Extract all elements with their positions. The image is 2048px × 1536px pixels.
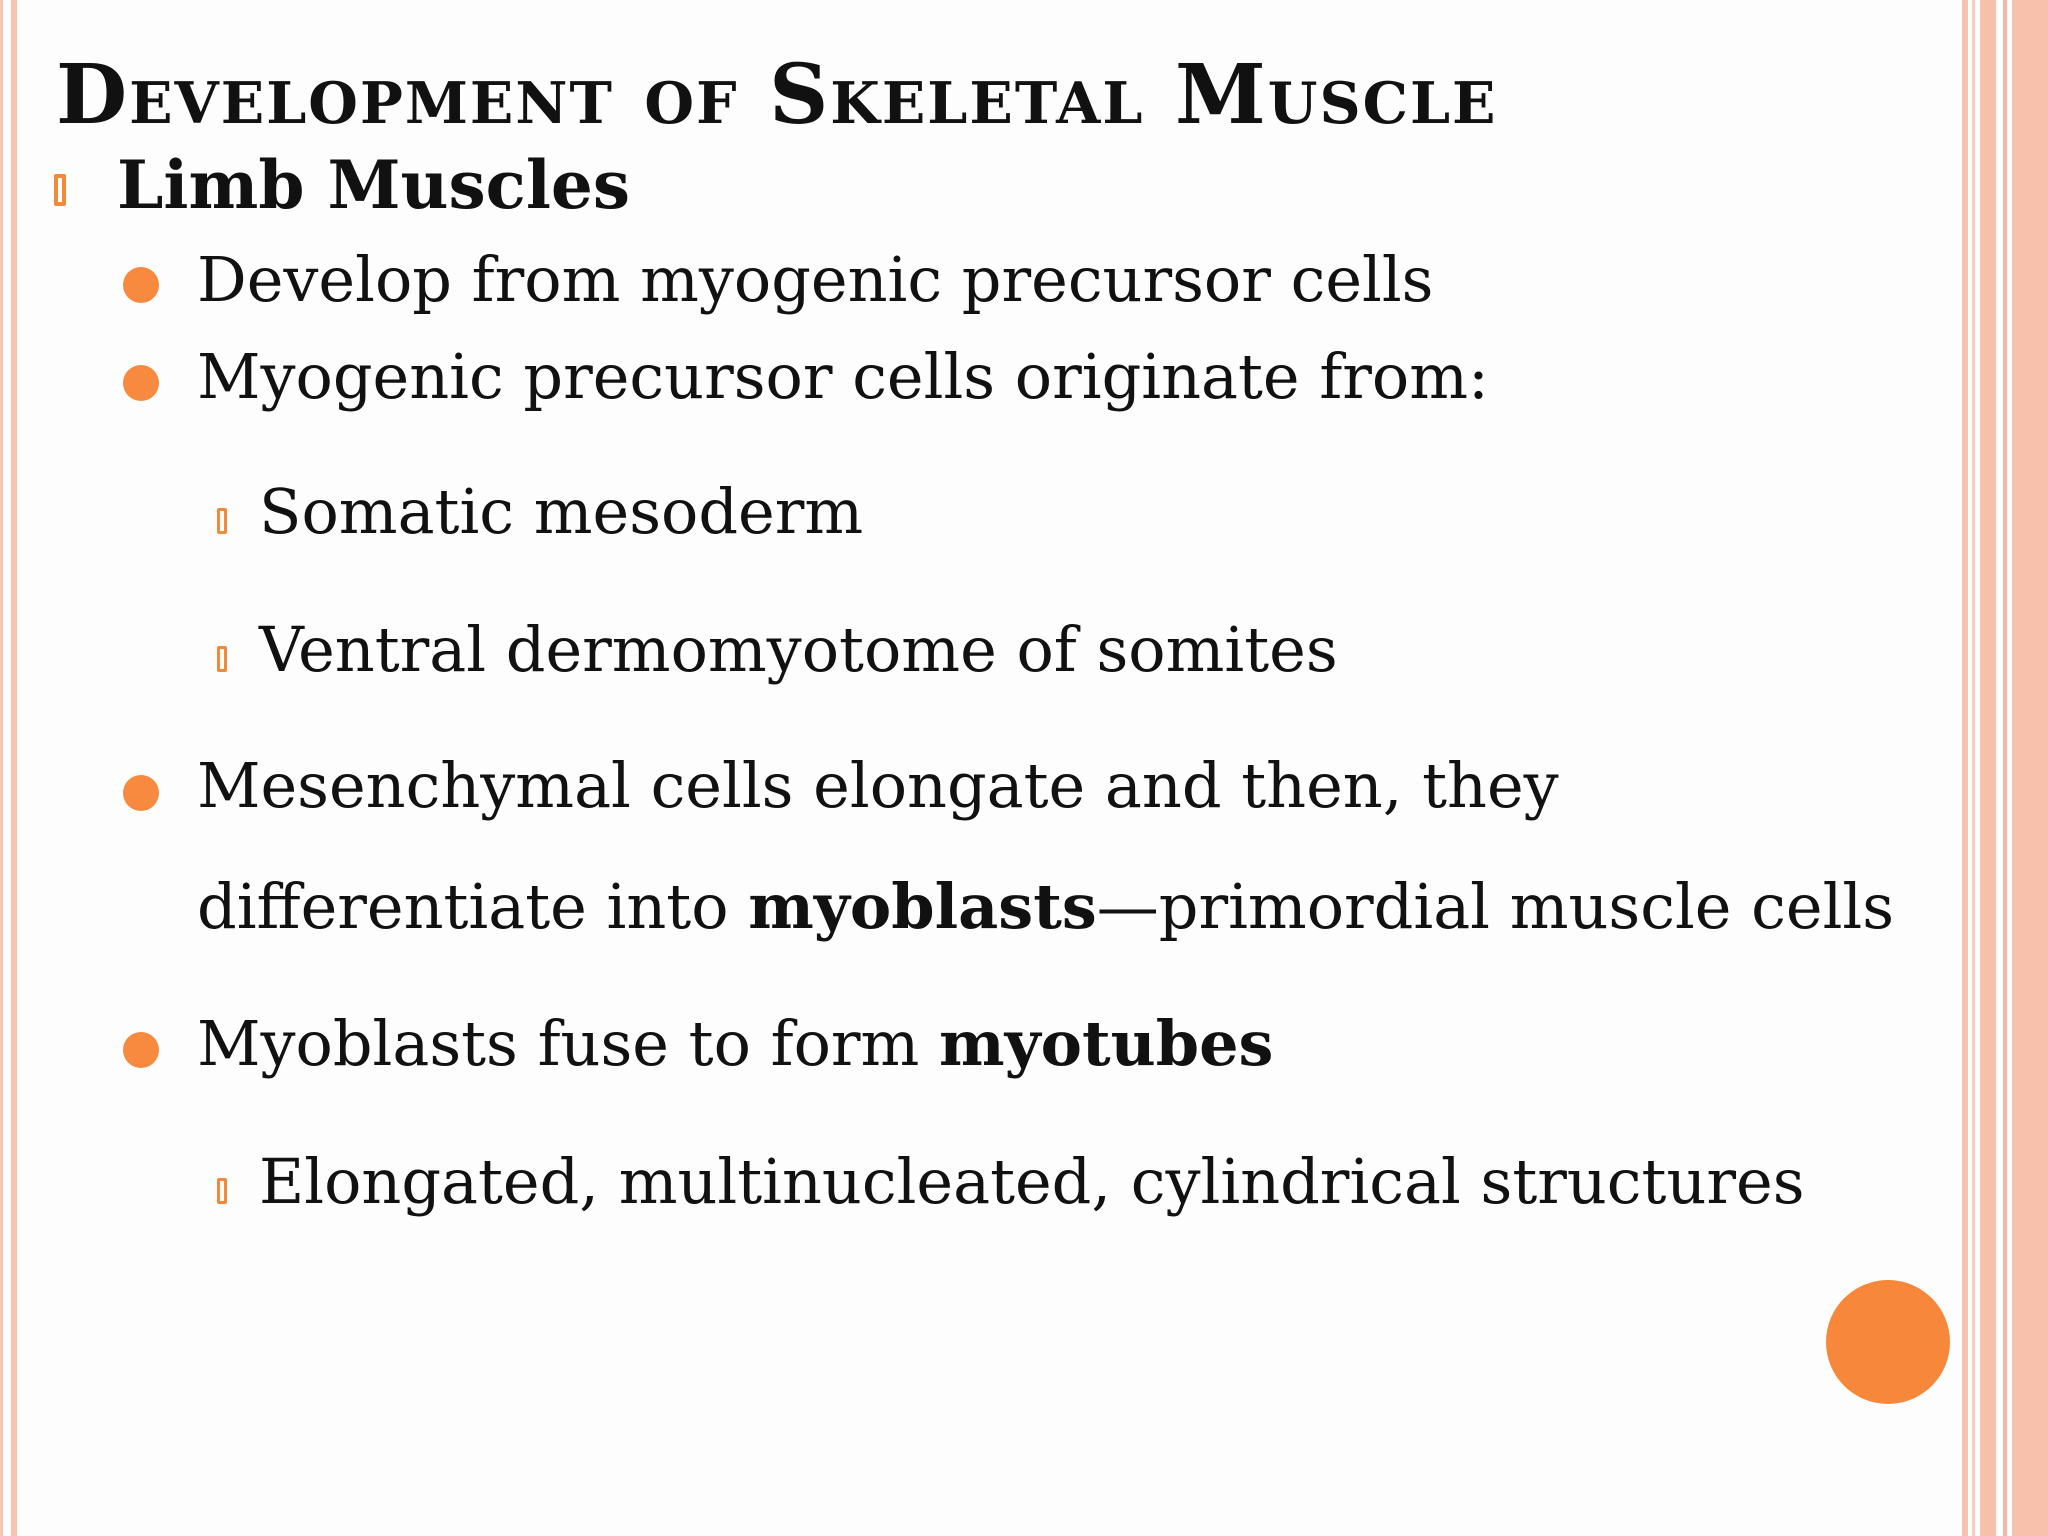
bullet-text-segment: Myoblasts fuse to form (197, 1007, 940, 1080)
term-myotubes: myotubes (939, 1007, 1274, 1080)
hollow-small-rect-bullet-icon (217, 508, 227, 534)
term-myoblasts: myoblasts (748, 870, 1097, 943)
left-border-stripe (11, 0, 17, 1536)
bullet-text: Develop from myogenic precursor cells (197, 243, 1434, 316)
hollow-small-rect-bullet-icon (217, 646, 227, 672)
right-border-stripe (2012, 0, 2048, 1536)
bullet-text (197, 1007, 1274, 1080)
right-border-stripe (1962, 0, 1968, 1536)
orange-circle-icon (1826, 1280, 1950, 1404)
sub-bullet-text: Elongated, multinucleated, cylindrical structures (259, 1145, 1805, 1218)
sub-bullet-text: Ventral dermomyotome of somites (259, 613, 1338, 686)
bullet-text-line1: Mesenchymal cells elongate and then, they (197, 749, 1559, 822)
filled-circle-bullet-icon (123, 775, 159, 811)
right-border-stripe (2003, 0, 2007, 1536)
hollow-small-rect-bullet-icon (217, 1178, 227, 1204)
bullet-text-line2 (197, 870, 1895, 943)
section-heading: Limb Muscles (117, 146, 631, 224)
right-border-stripe (1980, 0, 1996, 1536)
left-border-stripe (0, 0, 3, 1536)
slide-title: Development of Skeletal Muscle (56, 47, 1498, 143)
bullet-text: Myogenic precursor cells originate from: (197, 340, 1489, 413)
bullet-text-segment: differentiate into (197, 870, 749, 943)
filled-circle-bullet-icon (123, 365, 159, 401)
filled-circle-bullet-icon (123, 267, 159, 303)
bullet-text-segment: —primordial muscle cells (1096, 870, 1895, 943)
sub-bullet-text: Somatic mesoderm (259, 475, 864, 548)
right-border-stripe (1972, 0, 1975, 1536)
hollow-square-bullet-icon (54, 174, 66, 206)
filled-circle-bullet-icon (123, 1032, 159, 1068)
